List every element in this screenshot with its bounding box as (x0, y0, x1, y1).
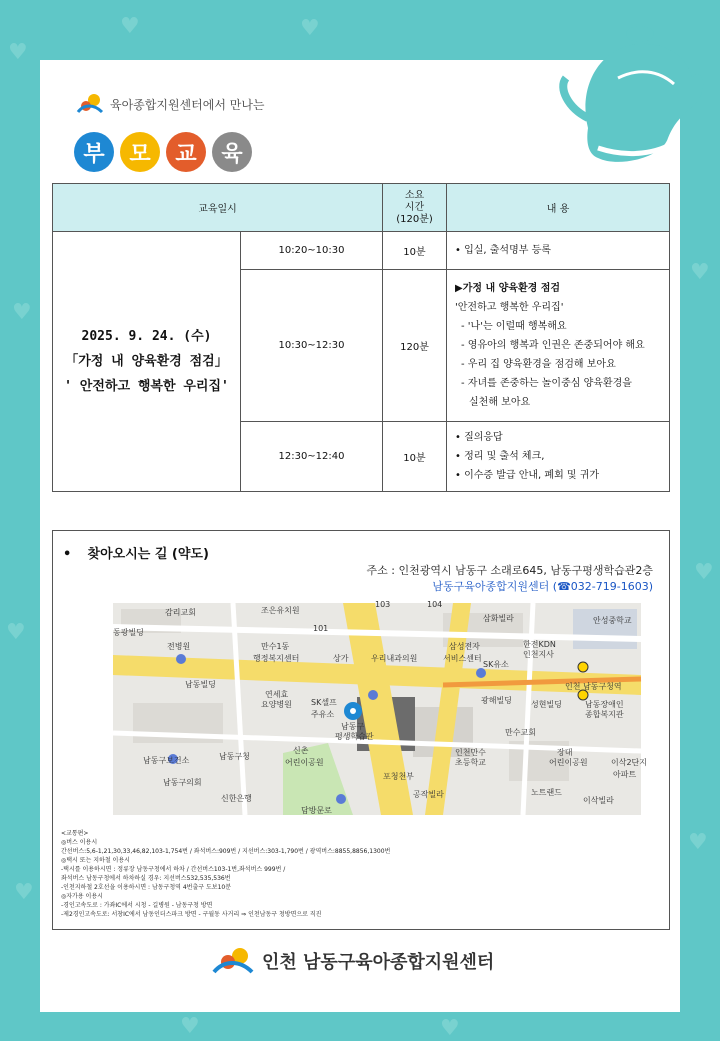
bullet-icon: • (63, 547, 72, 562)
map-label: 담방문로 (301, 806, 332, 815)
map-label: 요양병원 (261, 700, 292, 709)
map-label: 신촌 (293, 746, 309, 755)
heart-icon: ♥ (14, 880, 34, 905)
content-item: • 이수증 발급 안내, 폐회 및 귀가 (455, 470, 600, 481)
transit-line: 간선버스:5,6-1,21,30,33,46,82,103-1,754번 / 좌석버스:909번 / 지선버스:303-1,790번 / 광역버스:8855,8856,1300번 (61, 848, 391, 855)
heart-icon: ♥ (688, 830, 708, 855)
map-label: 인천지사 (523, 650, 554, 659)
map-label: 종합복지관 (585, 710, 624, 719)
transit-line: -제2경인고속도로: 서창IC에서 남동인더스파크 방면 - 구월동 사거리 ⇒ 인천남동구 청방면으로 직진 (61, 911, 322, 918)
map-label: 101 (313, 624, 329, 633)
header-subtitle (74, 92, 265, 116)
map-label: 평생학습관 (335, 732, 374, 741)
session-topic: 「가정 내 양육환경 점검」 (65, 354, 228, 369)
duration-cell: 10분 (383, 422, 447, 492)
map-label: 초등학교 (455, 758, 486, 767)
map-label: 한전KDN (523, 640, 556, 649)
content-cell (447, 422, 670, 492)
time-cell: 12:30~12:40 (241, 422, 383, 492)
map-label: 어린이공원 (285, 758, 324, 767)
center-name: 남동구육아종합지원센터 (432, 580, 550, 593)
center-logo-icon (74, 92, 104, 116)
transit-line: -경인고속도로 : 가좌IC에서 시청 - 길병원 - 남동구청 방면 (61, 902, 213, 909)
time-cell: 10:30~12:30 (241, 270, 383, 422)
content-subtitle: '안전하고 행복한 우리집' (455, 302, 564, 313)
directions-heading-text: 찾아오시는 길 (약도) (87, 547, 209, 562)
content-item: - 자녀를 존중하는 놀이중심 양육환경을 (461, 378, 632, 389)
content-cell (447, 232, 670, 270)
header-content: 내 용 (447, 184, 670, 232)
footer-org (210, 946, 494, 976)
map-label: 감리교회 (165, 608, 196, 617)
heart-icon: ♥ (12, 300, 32, 325)
map-label: 포청천부 (383, 772, 414, 781)
map-label: 노트랜드 (531, 788, 562, 797)
directions-section (52, 530, 670, 930)
date-cell (53, 232, 241, 492)
header-duration: 소요 시간 (120분) (383, 184, 447, 232)
map-label: 남동구의회 (163, 778, 202, 787)
directions-heading (63, 543, 209, 562)
map-label: SK유소 (483, 660, 509, 669)
heart-icon: ♥ (300, 16, 320, 41)
content-item: - 우리 집 양육환경을 점검해 보아요 (461, 359, 616, 370)
map-label: 조은유치원 (261, 606, 300, 615)
transit-line: <교통편> (61, 830, 89, 837)
transit-info (61, 829, 661, 919)
map-label: 성현빌딩 (531, 700, 562, 709)
map-label: 안성중학교 (593, 616, 632, 625)
map-label: 남동장애인 (585, 700, 624, 709)
heart-icon: ♥ (690, 260, 710, 285)
map-label: 인천 남동구청역 (565, 682, 622, 691)
title-char: 교 (166, 132, 206, 172)
map-label: 상가 (333, 654, 349, 663)
map-label: 공작빌라 (413, 790, 444, 799)
map-graphic (113, 600, 648, 815)
map-label: 전병원 (167, 642, 191, 651)
content-item: • 정리 및 출석 체크, (455, 451, 545, 462)
content-cell (447, 270, 670, 422)
content-title: ▶가정 내 양육환경 점검 (455, 283, 561, 294)
time-cell: 10:20~10:30 (241, 232, 383, 270)
duration-cell: 10분 (383, 232, 447, 270)
map-label: 인천만수 (455, 748, 486, 757)
transit-line: 좌석버스 남동구청에서 하차하실 경우: 지선버스532,535,536번 (61, 875, 231, 882)
map-label: 우리내과의원 (371, 654, 418, 663)
transit-line: -인천지하철 2호선을 이용하시면 : 남동구청역 4번출구 도보10분 (61, 884, 232, 891)
map-label: 동광빌딩 (113, 628, 144, 637)
map-label: 남동구보건소 (143, 756, 190, 765)
transit-line: ◎택시 또는 지하철 이용시 (61, 857, 130, 864)
content-item: • 입실, 출석명부 등록 (455, 245, 551, 256)
map-label: 남동빌딩 (185, 680, 216, 689)
phone-number[interactable]: (☎032-719-1603) (552, 580, 653, 593)
location-map[interactable] (113, 600, 648, 815)
map-label: 삼화빌라 (483, 614, 514, 623)
table-header-row (53, 184, 670, 232)
heart-icon: ♥ (694, 560, 714, 585)
schedule-table (52, 183, 670, 492)
map-label: 광해빌딩 (481, 696, 512, 705)
address-text: 주소 : 인천광역시 남동구 소래로645, 남동구평생학습관2층 (366, 564, 653, 577)
title-char: 부 (74, 132, 114, 172)
address-block (367, 563, 653, 595)
transit-line: ◎버스 이용시 (61, 839, 98, 846)
map-label: 행정복지센터 (253, 654, 300, 663)
content-item: - '나'는 이럴때 행복해요 (461, 321, 567, 332)
map-label: 어린이공원 (549, 758, 588, 767)
map-label: 만수1동 (261, 642, 290, 651)
header-subtitle-text: 육아종합지원센터에서 만나는 (110, 97, 265, 112)
map-label: 삼성전자 (449, 642, 480, 651)
map-label: 만수교회 (505, 728, 536, 737)
session-date: 2025. 9. 24. (수) (81, 329, 212, 344)
title-char: 모 (120, 132, 160, 172)
content-item: • 질의응답 (455, 432, 503, 443)
map-label: 104 (427, 600, 443, 609)
transit-line: -택시를 이용하시면 : 정류장 남동구청에서 하차 / 간선버스103-1번,좌석버스 999번 / (61, 866, 286, 873)
map-label: 103 (375, 600, 391, 609)
content-item: - 영유아의 행복과 인권은 존중되어야 해요 (461, 340, 645, 351)
center-logo-icon (210, 946, 254, 976)
page-title (74, 132, 252, 172)
map-label: 신한은행 (221, 794, 252, 803)
map-label: 서비스센터 (443, 654, 482, 663)
map-label: 남동구 (341, 722, 365, 731)
duration-cell: 120분 (383, 270, 447, 422)
heart-icon: ♥ (120, 14, 140, 39)
heart-icon: ♥ (6, 620, 26, 645)
table-row (53, 232, 670, 270)
heart-icon: ♥ (180, 1014, 200, 1039)
heart-icon: ♥ (440, 1016, 460, 1041)
map-label: 아파트 (613, 770, 637, 779)
heart-icon: ♥ (8, 40, 28, 65)
footer-org-name: 인천 남동구육아종합지원센터 (262, 952, 495, 973)
map-label: 남동구청 (219, 752, 250, 761)
map-label: 이삭2단지 (611, 758, 648, 767)
header-date: 교육일시 (53, 184, 383, 232)
title-char: 육 (212, 132, 252, 172)
teapot-icon (558, 8, 708, 178)
map-label: 이삭빌라 (583, 796, 614, 805)
session-subtopic: ' 안전하고 행복한 우리집' (64, 379, 229, 394)
map-label: 장대 (557, 748, 573, 757)
content-item: 실천해 보아요 (469, 397, 531, 408)
transit-line: ◎자가용 이용시 (61, 893, 103, 900)
map-label: 주유소 (311, 710, 335, 719)
map-label: 연세효 (265, 690, 289, 699)
map-label: SK셀프 (311, 698, 337, 707)
